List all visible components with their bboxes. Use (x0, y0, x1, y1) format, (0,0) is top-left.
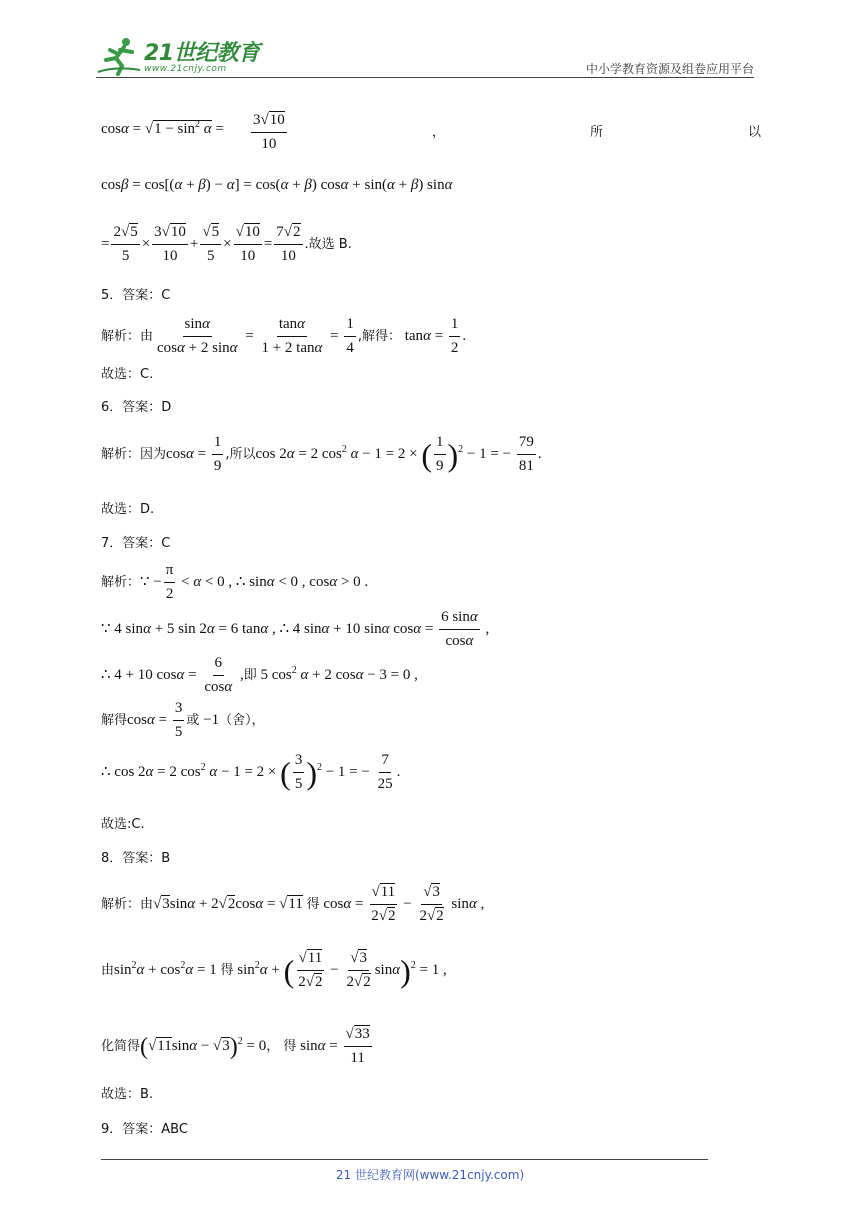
q5-answer: 5．答案：C (101, 288, 171, 303)
q8-line3: 化简得$(√11\sin\alpha - √3)^2 = 0$， 得 sinα = $\frac{√33}{11}$ (101, 1026, 370, 1067)
q8-choice: 故选：B. (101, 1087, 154, 1102)
runner-icon (96, 36, 142, 76)
q8-line1: 解析：由√3sinα + 2√2cosα = √11 得 cosα = $\frac{√11}{2√2}$ − $\frac{√3}{2√2}$ sinα , (101, 884, 485, 925)
q9-answer: 9．答案：ABC (101, 1122, 188, 1137)
formula-cos-beta: cosβ = cos[(α + β) − α] = cos(α + β) cosα + sin(α + β) sinα (101, 177, 453, 193)
q8-line2: 由$\sin^2\alpha + \cos^2\alpha = 1$ 得 $\sin^2\alpha$ + ( $\frac{√11}{2√2}$ − $\frac{√3}{2√2}$ sinα)$^2$ = 1 , (101, 950, 447, 991)
q6-choice: 故选：D. (101, 502, 155, 517)
q7-line3: ∴ 4 + 10 cosα = $\frac{6}{\cos\alpha}$ ,即 5 $\cos^2 \alpha + 2$ cosα − 3 = 0 , (101, 655, 418, 696)
site-logo[interactable] (96, 36, 296, 80)
q7-line1: 解析：∵ − $\frac{\pi}{2}$ < α < 0 , ∴ sinα < 0 , cosα > 0 . (101, 562, 369, 603)
logo-url: www.21cnjy.com (144, 64, 227, 74)
platform-label: 中小学教育资源及组卷应用平台 (585, 62, 754, 76)
document-page: 21世纪教育 www.21cnjy.com 中小学教育资源及组卷应用平台 $\cos\alpha = √1 - \sin^2 \alpha$ = $\frac{3√10}{10}$ ， 所 以 cosβ = cos[(α + β) − α] = cos(α + β) cosα + sin(α + β) sinα = $\frac{2√5}{5}$ × $\frac{3√10}{10}$ + $\frac{√5}{5}$ × $\frac{√10}{10}$ = $\frac{7√2}{10}$ .故选 B. 5．答案：C 解析：由 $\frac{\sin\alpha}{\cos\alpha + 2 \sin\alpha}$ = $\frac{\tan\alpha}{1 + 2 \tan\alpha}$ = $\frac{1}{4}$ ,解得： tanα = $\frac{1}{2}$ . 故选：C. 6．答案：D 解析：因为cosα = $\frac{1}{9}$ ,所以cos 2α = 2 $\cos^2 \alpha - 1 = 2$ × ( $\frac{1}{9}$ )$^2$ − 1 = − $\frac{79}{81}$ . 故选：D. 7．答案：C 解析：∵ − $\frac{\pi}{2}$ < α < 0 , ∴ sinα < 0 , cosα > 0 . ∵ 4 sinα + 5 sin 2α = 6 tanα , ∴ 4 sinα + 10 sinα cosα = $\frac{6 \sin\alpha}{\cos\alpha}$ , ∴ 4 + 10 cosα = $\frac{6}{\cos\alpha}$ ,即 5 $\cos^2 \alpha + 2$ cosα − 3 = 0 , 解得cosα = $\frac{3}{5}$ 或 −1（舍）， ∴ cos 2α = 2 $\cos^2 \alpha - 1 = 2$ × ( $\frac{3}{5}$ )$^2$ − 1 = − $\frac{7}{25}$ . 故选:C. 8．答案：B 解析：由√3sinα + 2√2cosα = √11 得 cosα = $\frac{√11}{2√2}$ − $\frac{√3}{2√2}$ sinα , 由$\sin^2\alpha + \cos^2\alpha = 1$ 得 $\sin^2\alpha$ + ( $\frac{√11}{2√2}$ − $\frac{√3}{2√2}$ sinα)$^2$ = 1 , 化简得$(√11\sin\alpha - √3)^2 = 0$， 得 sinα = $\frac{√33}{11}$ 故选：B. 9．答案：ABC 21 世纪教育网(www.21cnjy.com) (0, 0, 860, 1216)
q7-answer: 7．答案：C (101, 536, 171, 551)
text-suo: 所 (590, 125, 604, 140)
q7-line2: ∵ 4 sinα + 5 sin 2α = 6 tanα , ∴ 4 sinα + 10 sinα cosα = $\frac{6 \sin\alpha}{\cos\alpha}$ , (101, 609, 490, 650)
footer-divider (101, 1159, 708, 1160)
comma: ， (432, 125, 446, 140)
q5-analysis: 解析：由 $\frac{\sin\alpha}{\cos\alpha + 2 \sin\alpha}$ = $\frac{\tan\alpha}{1 + 2 \tan\alpha}$ = $\frac{1}{4}$ ,解得： tanα = $\frac{1}{2}$ . (101, 316, 467, 357)
text-yi: 以 (748, 125, 762, 140)
q7-line5: ∴ cos 2α = 2 $\cos^2 \alpha - 1 = 2$ × ( $\frac{3}{5}$ )$^2$ − 1 = − $\frac{7}{25}$ . (101, 752, 401, 793)
q6-analysis: 解析：因为cosα = $\frac{1}{9}$ ,所以cos 2α = 2 $\cos^2 \alpha - 1 = 2$ × ( $\frac{1}{9}$ )$^2$ − 1 = − $\frac{79}{81}$ . (101, 434, 542, 475)
q7-choice: 故选:C. (101, 817, 145, 832)
q7-line4: 解得cosα = $\frac{3}{5}$ 或 −1（舍）， (101, 700, 265, 741)
header-divider (96, 77, 754, 78)
footer-link[interactable]: 21 世纪教育网(www.21cnjy.com) (335, 1168, 525, 1182)
choice-b-text: .故选 B. (304, 237, 352, 253)
logo-text: 21世纪教育 (144, 41, 260, 66)
q6-answer: 6．答案：D (101, 400, 172, 415)
q5-choice: 故选：C. (101, 367, 154, 382)
formula-product: = $\frac{2√5}{5}$ × $\frac{3√10}{10}$ + $\frac{√5}{5}$ × $\frac{√10}{10}$ = $\frac{7√2}{10}$ .故选 B. (101, 224, 352, 265)
q8-answer: 8．答案：B (101, 851, 171, 866)
